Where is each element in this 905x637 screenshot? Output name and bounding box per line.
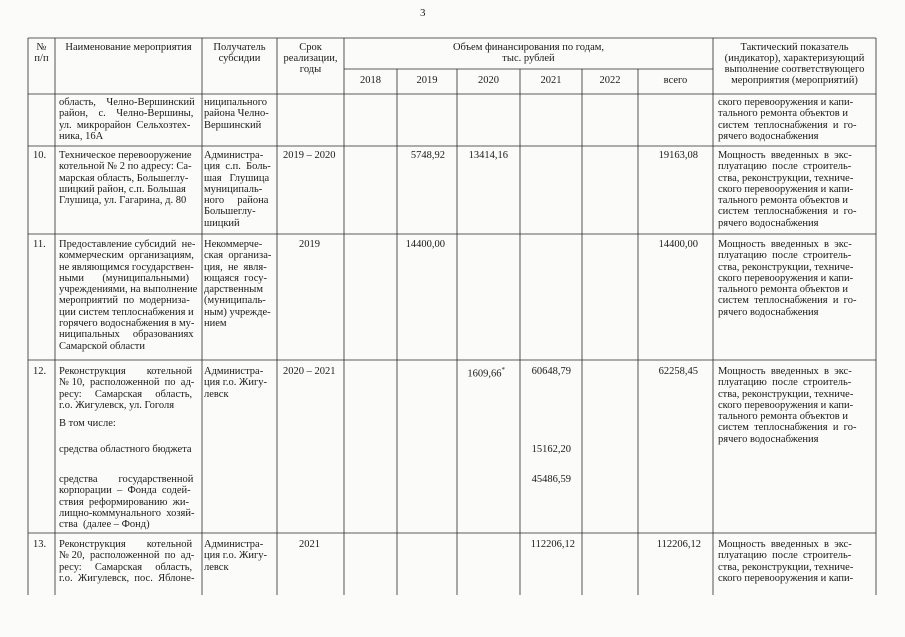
row-12-regional-label: средства областного бюджета [59,444,192,455]
row-13-name: Реконструкция котельной № 20, расположенной по ад- ресу: Самарская область, г.о. Жигулевск, пос. Яблоне- [59,539,195,584]
row-11-indicator: Мощность введенных в экс- плуатацию после строитель- ства, реконструкции, техниче- ского перевооружения и капи- тального ремонта объектов и систем теплоснабжения и го- рячего водоснабжения [718,239,857,318]
row-12-recipient: Администра- ция г.о. Жигу- левск [204,366,268,400]
row-0-indicator: ского перевооружения и капи- тального ремонта объектов и систем теплоснабжения и го- рячего водоснабжения [718,97,857,142]
row-10-recipient: Администра- ция с.п. Боль- шая Глушица муниципаль- ного района Большеглу- шицкий [204,150,271,229]
header-indicator: Тактический показатель (индикатор), характеризующий выполнение соответствующего мероприятия (мероприятий) [724,42,865,86]
row-11-total: 14400,00 [658,239,698,250]
row-11-num: 11. [33,239,46,250]
row-10-period: 2019 – 2020 [283,150,336,161]
row-10-name: Техническое перевооружение котельной № 2 по адресу: Са- марская область, Большеглу- шицкий район, с.п. Большая Глушица, ул. Гагарина, д. 80 [59,150,192,207]
row-12-fund-2021: 45486,59 [531,474,571,485]
row-13-num: 13. [33,539,47,550]
row-11-2019: 14400,00 [405,239,445,250]
row-11-recipient: Некоммерче- ская организа- ция, не явля- ющаяся госу- дарственным (муниципаль- ным) учрежде- нием [204,239,272,330]
row-13-2021: 112206,12 [530,539,575,550]
header-funding-group: Объем финансирования по годам, тыс. рублей [452,42,605,64]
row-10-2019: 5748,92 [410,150,445,161]
row-10-indicator: Мощность введенных в экс- плуатацию после строитель- ства, реконструкции, техниче- ского перевооружения и капи- тального ремонта объектов и систем теплоснабжения и го- рячего водоснабжения [718,150,857,229]
page-number: 3 [420,7,426,19]
row-12-total: 62258,45 [658,366,698,377]
row-11-name: Предоставление субсидий не- коммерческим организациям, не являющимся государствен- ными (муниципальными) учреждениями, на выполнение мероприятий по модерниза- ции систем теплоснабжения и горячего водоснабжения в му- ниципальных образованиях Самарской области [59,239,198,352]
header-year-2020: 2020 [478,75,499,86]
row-13-period: 2021 [299,539,320,550]
row-12-2020-value: 1609,66 [467,368,502,380]
row-12-name: Реконструкция котельной № 10, расположенной по ад- ресу: Самарская область, г.о. Жигулевск, ул. Гоголя [59,366,195,411]
row-12-period: 2020 – 2021 [283,366,336,377]
header-year-2018: 2018 [360,75,381,86]
header-recipient: Получатель субсидии [213,42,266,64]
row-11-period: 2019 [299,239,320,250]
row-12-2021: 60648,79 [531,366,571,377]
row-10-total: 19163,08 [658,150,698,161]
row-10-2020: 13414,16 [468,150,508,161]
header-year-2021: 2021 [540,75,562,86]
row-12-regional-2021: 15162,20 [531,444,571,455]
header-year-2022: 2022 [599,75,621,86]
row-13-recipient: Администра- ция г.о. Жигу- левск [204,539,268,573]
header-name: Наименование мероприятия [65,42,192,53]
row-12-indicator: Мощность введенных в экс- плуатацию после строитель- ства, реконструкции, техниче- ского перевооружения и капи- тального ремонта объектов и систем теплоснабжения и го- рячего водоснабжения [718,366,857,445]
header-year-2019: 2019 [416,75,438,86]
row-13-indicator: Мощность введенных в экс- плуатацию после строитель- ства, реконструкции, техниче- ского перевооружения и капи- [718,539,854,584]
row-12-2020-footnote: * [501,366,505,374]
row-12-fund-label: средства государственной корпорации – Фонда содей- ствия реформированию жи- лищно-коммунального хозяй- ства (далее – Фонд) [59,474,195,531]
header-num: № п/п [34,42,49,64]
row-0-recipient: ниципального района Челно- Вершинский [204,97,269,131]
header-total: всего [663,75,688,86]
row-10-num: 10. [33,150,47,161]
header-period: Срок реализации, годы [283,42,338,75]
row-12-including-label: В том числе: [59,418,116,429]
row-0-name: область, Челно-Вершинский район, с. Челно-Вершины, ул. микрорайон Сельхозтех- ника, 16А [59,97,195,142]
row-12-num: 12. [33,366,47,377]
row-13-total: 112206,12 [656,539,701,550]
row-12-2020 [467,366,505,380]
